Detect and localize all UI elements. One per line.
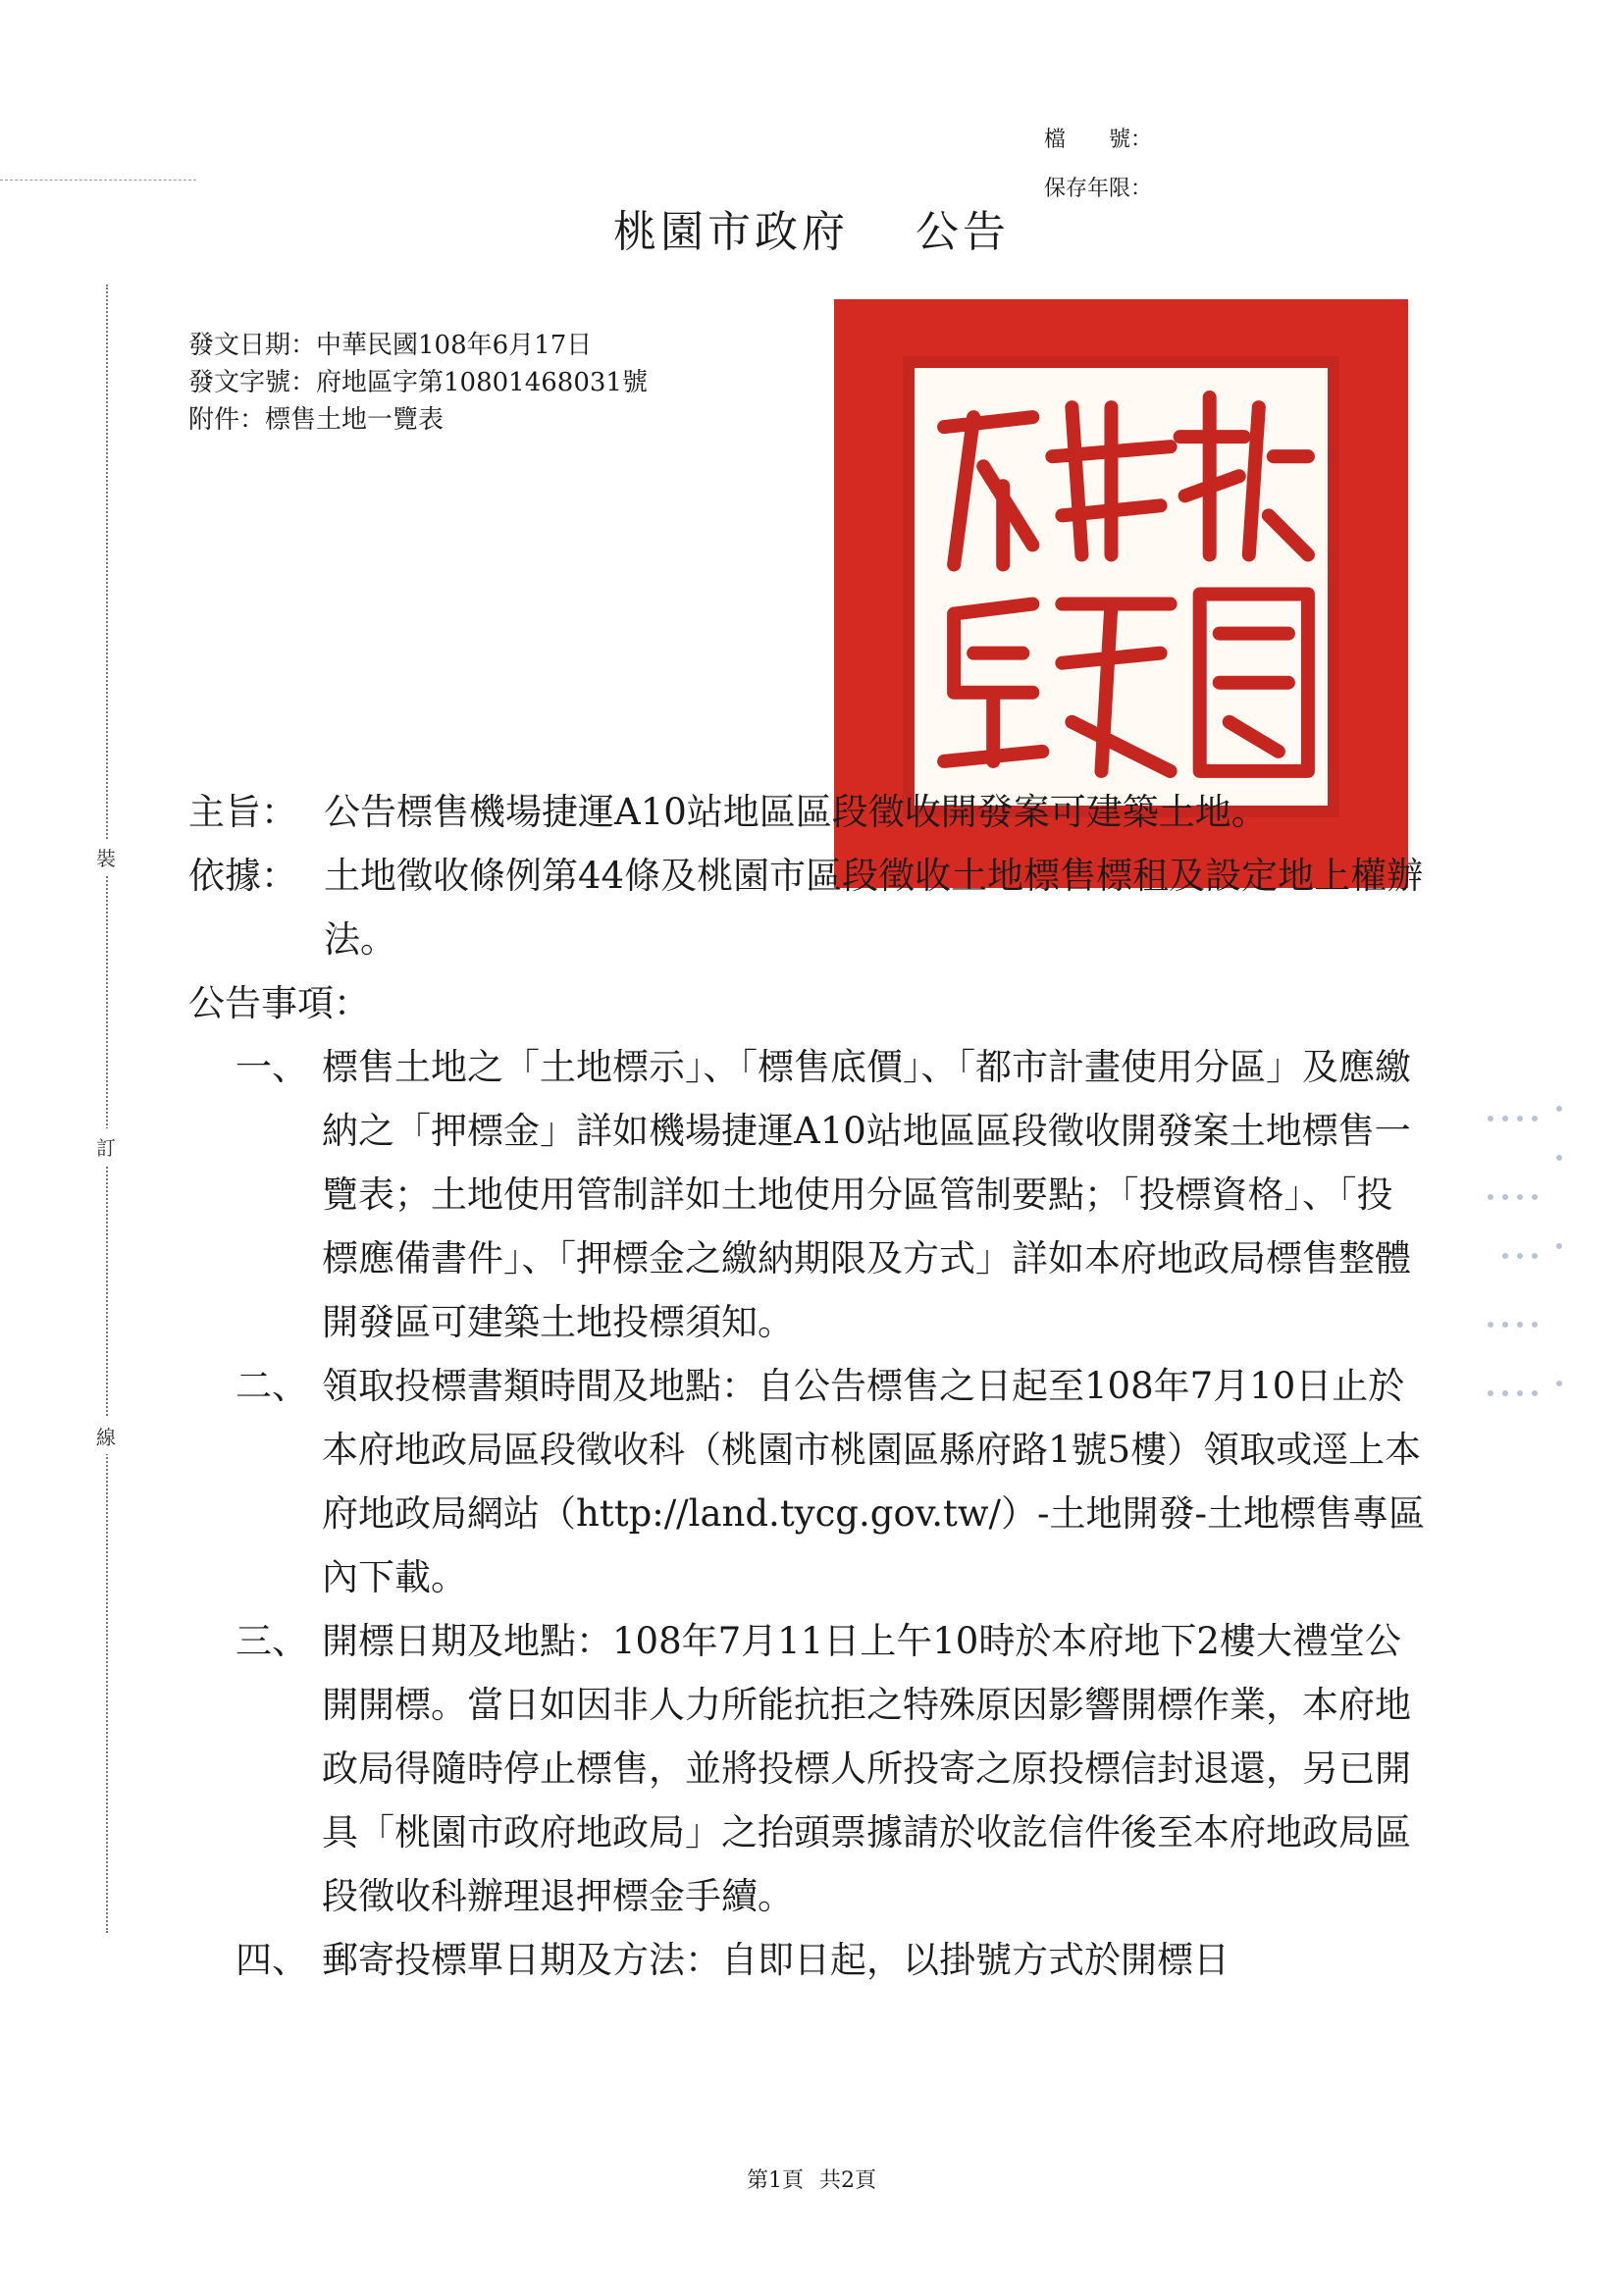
page-number: 第1頁	[747, 2168, 804, 2193]
item-text: 標售土地之「土地標示」、「標售底價」、「都市計畫使用分區」及應繳納之「押標金」詳如機場捷運A10站地區區段徵收開發案土地標售一覽表；土地使用管制詳如土地使用分區管制要點；「投標資格」、「投標應備書件」、「押標金之繳納期限及方式」詳如本府地政局標售整體開發區可建築土地投標須知。	[322, 1046, 1411, 1343]
item-text: 開標日期及地點：108年7月11日上午10時於本府地下2樓大禮堂公開開標。當日如因非人力所能抗拒之特殊原因影響開標作業，本府地政局得隨時停止標售，並將投標人所投寄之原投標信封退還，另已開具「桃園市政府地政局」之抬頭票據請於收訖信件後至本府地政局區段徵收科辦理退押標金手續。	[322, 1620, 1411, 1917]
document-body	[188, 780, 1425, 1992]
announcement-item	[236, 1354, 1425, 1609]
retention-period-label: 保存年限：	[1043, 177, 1152, 201]
announcement-item	[236, 1035, 1425, 1354]
basis-label: 依據：	[188, 855, 297, 897]
top-divider	[0, 180, 196, 181]
basis-paragraph	[188, 844, 1425, 971]
page-total: 共2頁	[819, 2168, 876, 2193]
document-title	[0, 196, 1623, 259]
page-footer	[0, 2164, 1623, 2194]
item-number: 二、	[236, 1365, 308, 1407]
document-type: 公告	[916, 207, 1010, 257]
basis-text: 土地徵收條例第44條及桃園市區段徵收土地標售標租及設定地上權辦法。	[324, 855, 1424, 961]
item-number: 三、	[236, 1620, 308, 1662]
document-number: 發文字號：府地區字第10801468031號	[188, 368, 648, 397]
subject-paragraph	[188, 780, 1425, 844]
binding-char-ding: 訂	[96, 1128, 116, 1165]
subject-label: 主旨：	[188, 791, 297, 833]
items-heading: 公告事項：	[188, 982, 370, 1024]
binding-char-zhuang: 裝	[96, 839, 116, 875]
scan-dots-decoration	[1481, 1099, 1574, 1433]
item-number: 四、	[236, 1939, 308, 1981]
agency-name: 桃園市政府	[613, 207, 849, 257]
issue-date: 發文日期：中華民國108年6月17日	[188, 331, 593, 360]
announcement-item	[236, 1928, 1425, 1992]
item-text: 領取投標書類時間及地點：自公告標售之日起至108年7月10日止於本府地政局區段徵收科（桃園市桃園區縣府路1號5樓）領取或逕上本府地政局網站（http://land.tycg.gov.tw/）-土地開發-土地標售專區內下載。	[322, 1365, 1426, 1598]
item-number: 一、	[236, 1046, 308, 1088]
file-number-label: 檔 號：	[1043, 128, 1152, 152]
item-text: 郵寄投標單日期及方法：自即日起，以掛號方式於開標日	[322, 1939, 1230, 1981]
binding-char-xian: 線	[96, 1418, 116, 1454]
binding-line	[106, 285, 108, 1933]
document-meta	[188, 327, 648, 439]
announcement-item	[236, 1609, 1425, 1928]
subject-text: 公告標售機場捷運A10站地區區段徵收開發案可建築土地。	[324, 791, 1268, 833]
attachment: 附件：標售土地一覽表	[188, 405, 445, 435]
seal-glyphs-icon	[915, 368, 1328, 806]
seal-inner	[903, 356, 1339, 817]
